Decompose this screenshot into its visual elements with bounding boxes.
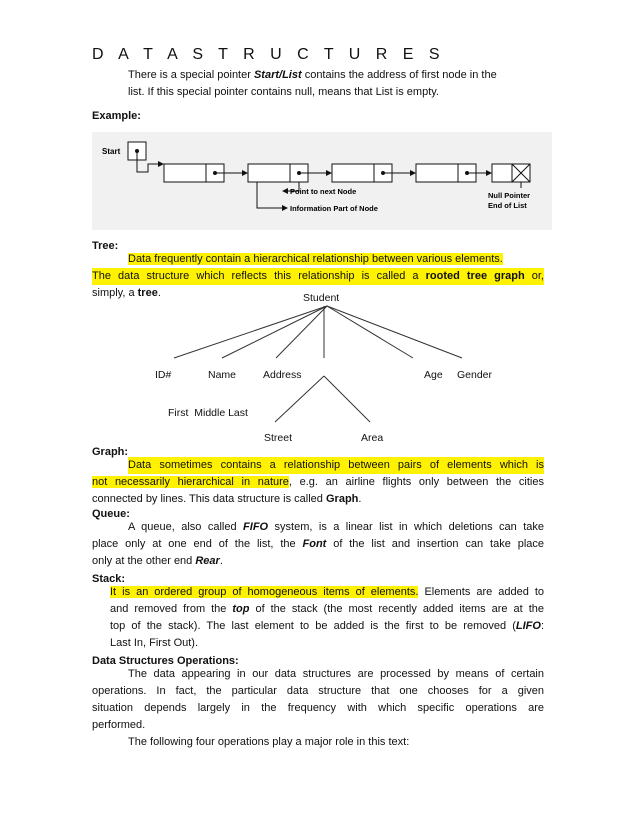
stack-text: :: [540, 620, 544, 632]
stack-line-4: Last In, First Out).: [110, 637, 199, 649]
operations-line-5: The following four operations play a major role in this text:: [128, 736, 410, 748]
intro-text: contains the address of first node in the: [301, 69, 497, 81]
intro-line-2: list. If this special pointer contains null, means that List is empty.: [128, 86, 439, 98]
queue-text: place only at one end of the list, the: [92, 538, 303, 550]
start-label: Start: [102, 147, 121, 156]
queue-text: only at the other end: [92, 555, 196, 567]
graph-text: , e.g. an airline flights only between the cities: [288, 476, 544, 488]
tree-node-id: ID#: [155, 369, 172, 381]
edge-student-address: [276, 306, 327, 358]
stack-text: and removed from the: [110, 603, 233, 615]
operations-line-3: situation depends largely in the frequency with which specific operations are: [92, 702, 544, 714]
top-term: top: [232, 603, 250, 615]
graph-line-1: Data sometimes contains a relationship between pairs of elements which is: [128, 457, 544, 474]
queue-heading: Queue:: [92, 508, 130, 520]
tree-heading: Tree:: [92, 240, 119, 252]
stack-line-2: [110, 601, 544, 618]
graph-term: Graph: [325, 493, 359, 505]
stack-heading: Stack:: [92, 573, 126, 585]
operations-line-2: operations. In fact, the particular data structure that one chooses for a given: [92, 685, 544, 697]
diagram-background: [92, 132, 552, 230]
stack-line-1: [110, 584, 544, 601]
tree-node-age: Age: [424, 369, 443, 381]
tree-line-1: [92, 251, 544, 268]
lifo-term: LIFO: [515, 620, 541, 632]
graph-text: connected by lines. This data structure is called: [92, 493, 326, 505]
tree-term: tree: [137, 287, 158, 299]
stack-line-3: [110, 618, 544, 635]
pointer-annotation-label: Point to next Node: [290, 187, 357, 196]
info-annotation-label: Information Part of Node: [290, 204, 378, 213]
queue-text: system, is a linear list in which deletions can take: [268, 521, 545, 533]
tree-node-name: Name: [208, 369, 237, 381]
tree-text: or,: [524, 270, 544, 282]
edge-student-age: [327, 306, 413, 358]
tree-node-area: Area: [361, 432, 384, 444]
operations-line-4: performed.: [92, 719, 146, 731]
null-pointer-label: Null Pointer: [488, 191, 531, 200]
graph-heading: Graph:: [92, 446, 129, 458]
tree-node-name-parts: First Middle Last: [168, 407, 248, 419]
stack-text: of the stack (the most recently added items are at the: [249, 603, 544, 615]
tree-line-2: [92, 268, 544, 285]
edge-student-name: [222, 306, 327, 358]
graph-line-2: [92, 474, 544, 491]
rear-term: Rear: [195, 555, 220, 567]
tree-root-student: Student: [303, 292, 340, 304]
tree-node-address: Address: [263, 369, 302, 381]
graph-highlight-text: not necessarily hierarchical in nature: [92, 476, 289, 488]
tree-diagram: [0, 290, 638, 450]
queue-text: A queue, also called: [128, 521, 244, 533]
stack-highlight-text: It is an ordered group of homogeneous items of elements.: [110, 586, 419, 598]
linked-list-diagram: [92, 132, 552, 230]
rooted-tree-term: rooted tree graph: [425, 270, 525, 282]
end-of-list-label: End of List: [488, 201, 527, 210]
intro-line-1: [128, 67, 548, 84]
operations-line-1: The data appearing in our data structures are processed by means of certain: [128, 668, 544, 680]
tree-highlight-text: Data frequently contain a hierarchical relationship between various elements.: [128, 253, 503, 265]
operations-heading: Data Structures Operations:: [92, 655, 239, 667]
edge-address-area: [324, 376, 370, 422]
edge-student-id: [174, 306, 327, 358]
fifo-term: FIFO: [243, 521, 269, 533]
edge-student-gender: [327, 306, 462, 358]
edge-address-street: [275, 376, 324, 422]
example-heading: Example:: [92, 110, 141, 122]
font-term: Font: [302, 538, 327, 550]
queue-line-2: [92, 536, 544, 553]
stack-text: top of the stack). The last element to be added is the first to be removed (: [110, 620, 516, 632]
queue-text: of the list and insertion can take place: [326, 538, 544, 550]
start-list-term: Start/List: [253, 69, 302, 81]
node-5: [492, 164, 530, 182]
intro-text: There is a special pointer: [128, 69, 254, 81]
queue-line-3: [92, 553, 223, 570]
graph-line-3: [92, 491, 361, 508]
queue-line-1: [128, 519, 544, 536]
graph-text: .: [358, 493, 362, 505]
queue-text: .: [219, 555, 223, 567]
tree-text: simply, a: [92, 287, 138, 299]
tree-node-gender: Gender: [457, 369, 493, 381]
stack-text: Elements are added to: [418, 586, 544, 598]
page-title: D A T A S T R U C T U R E S: [92, 46, 446, 63]
tree-text: The data structure which reflects this relationship is called a: [92, 270, 426, 282]
tree-text: .: [157, 287, 161, 299]
tree-node-street: Street: [264, 432, 293, 444]
